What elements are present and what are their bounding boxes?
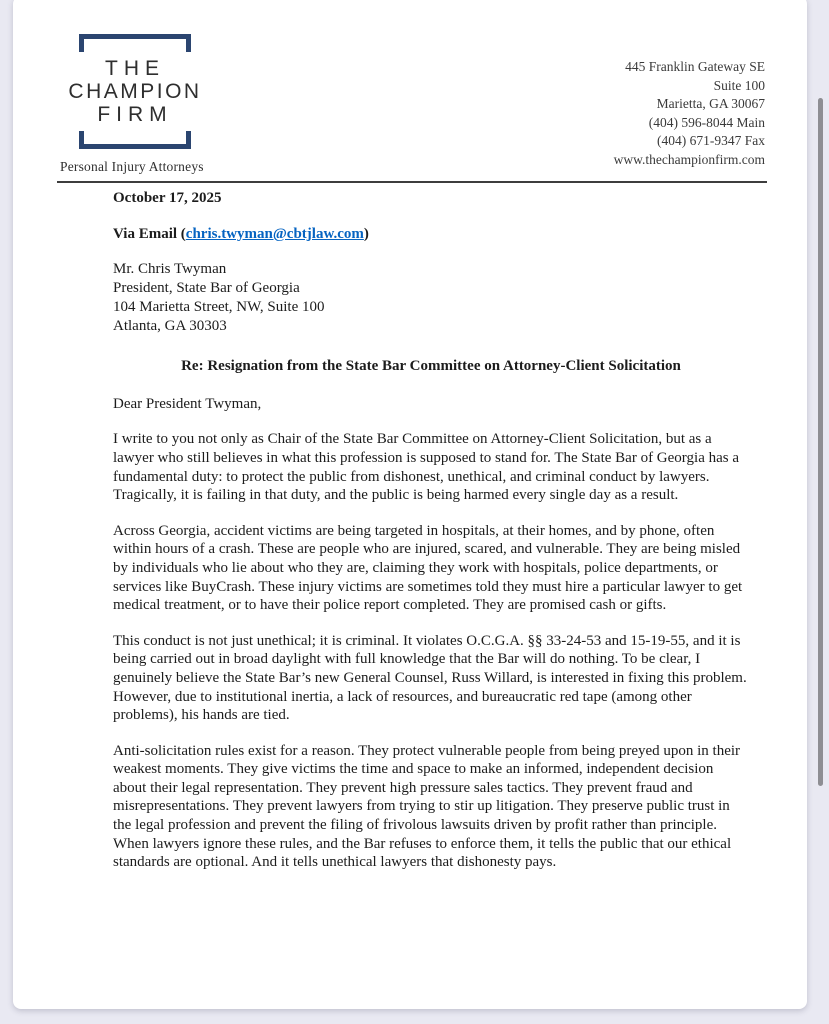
letter-page	[13, 0, 807, 1009]
via-email-suffix: )	[363, 225, 369, 242]
logo-text-firm: FIRM	[97, 103, 173, 126]
recipient-email-link[interactable]: chris.twyman@cbtjlaw.com	[185, 225, 364, 242]
subject-line: Re: Resignation from the State Bar Committee on Attorney-Client Solicitation	[181, 358, 681, 375]
recipient-city: Atlanta, GA 30303	[113, 318, 227, 335]
firm-address-line: 445 Franklin Gateway SE	[625, 59, 765, 74]
logo-bracket-top-icon	[79, 34, 191, 52]
firm-logo	[59, 34, 211, 149]
firm-address-block	[614, 58, 765, 169]
paragraph-2: Across Georgia, accident victims are being targeted in hospitals, at their homes, and by phone, often within hours of a crash. These are people who are injured, scared, and vulnerable. They are being misled by individuals who lie about who they are, claiming they work with hospitals, police departments, or services like BuyCrash. These injury victims are sometimes told they must hire a particular lawyer to get medical treatment, or to have their police report completed. They are promised cash or gifts.	[113, 522, 743, 614]
logo-text-the: THE	[105, 57, 165, 80]
paragraph-1: I write to you not only as Chair of the State Bar Committee on Attorney-Client Solicitation, but as a lawyer who still believes in what this profession is supposed to stand for. The State Bar of Georgia has a fundamental duty: to protect the public from dishonest, unethical, and criminal conduct by lawyers. Tragically, it is failing in that duty, and the public is being harmed every single day as a result.	[113, 431, 740, 504]
firm-address-line: Suite 100	[713, 77, 765, 93]
firm-phone-fax: (404) 671-9347 Fax	[657, 133, 765, 148]
letter-body	[113, 189, 749, 872]
firm-website: www.thechampionfirm.com	[613, 151, 765, 167]
paragraph-3: This conduct is not just unethical; it is criminal. It violates O.C.G.A. §§ 33-24-53 and 15-19-55, and it is being carried out in broad daylight with full knowledge that the Bar will do nothing. To be clear, I genuinely believe the State Bar’s new General Counsel, Russ Willard, is interested in fixing this problem. However, due to institutional inertia, a lack of resources, and bureaucratic red tape (among other problems), his hands are tied.	[113, 632, 747, 724]
firm-phone-main: (404) 596-8044 Main	[648, 114, 765, 130]
paragraph-4: Anti-solicitation rules exist for a reason. They protect vulnerable people from being preyed upon in their weakest moments. They give victims the time and space to make an informed, independent decision about their legal representation. They prevent high pressure sales tactics. They prevent fraud and misrepresentations. They prevent lawyers from trying to stir up litigation. They preserve public trust in the legal profession and prevent the filing of frivolous lawsuits driven by profit rather than principle. When lawyers ignore these rules, and the Bar refuses to enforce them, it tells the public that our ethical standards are optional. And it tells unethical lawyers that dishonesty pays.	[113, 742, 741, 871]
recipient-title: President, State Bar of Georgia	[113, 280, 300, 297]
salutation: Dear President Twyman,	[113, 395, 262, 412]
logo-bracket-bottom-icon	[79, 131, 191, 149]
recipient-street: 104 Marietta Street, NW, Suite 100	[113, 299, 325, 316]
recipient-name: Mr. Chris Twyman	[113, 261, 227, 278]
logo-text-champion: CHAMPION	[68, 80, 202, 103]
recipient-address-block	[113, 260, 749, 336]
letter-date: October 17, 2025	[113, 190, 222, 206]
scrollbar[interactable]	[818, 98, 823, 786]
firm-tagline: Personal Injury Attorneys	[60, 159, 204, 174]
via-email-line	[113, 225, 749, 244]
firm-address-line: Marietta, GA 30067	[656, 96, 765, 111]
letterhead-divider	[57, 181, 767, 183]
via-email-prefix: Via Email (	[113, 225, 186, 242]
